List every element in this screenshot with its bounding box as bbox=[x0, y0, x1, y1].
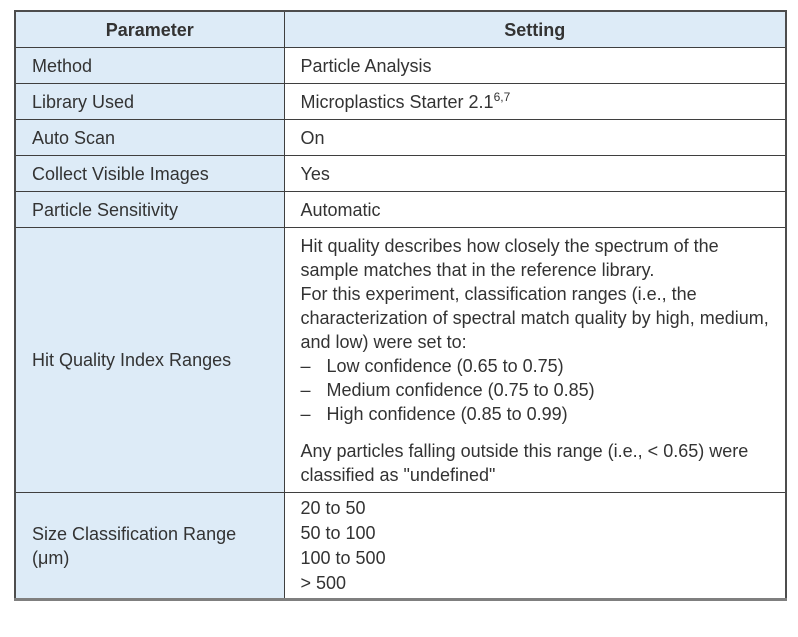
row-auto-scan bbox=[15, 120, 786, 156]
bullet-high-confidence-text: High confidence (0.85 to 0.99) bbox=[326, 403, 568, 424]
bullet-medium-confidence bbox=[301, 378, 770, 402]
size-range-parameter-label: Size Classification Range (μm) bbox=[15, 493, 284, 600]
library-reference-superscript: 6,7 bbox=[493, 89, 511, 104]
size-range-line-4: > 500 bbox=[300, 572, 347, 593]
row-method bbox=[15, 48, 786, 84]
library-parameter-label: Library Used bbox=[15, 84, 284, 120]
row-particle-sensitivity bbox=[15, 192, 786, 228]
bullet-low-confidence bbox=[301, 354, 770, 378]
parameter-header-cell: Parameter bbox=[15, 11, 284, 48]
size-range-line-2: 50 to 100 bbox=[300, 522, 376, 543]
method-setting-value: Particle Analysis bbox=[284, 48, 786, 84]
parameter-settings-table bbox=[14, 10, 787, 601]
hit-quality-intro-paragraph: Hit quality describes how closely the spectrum of the sample matches that in the reference library. bbox=[300, 235, 719, 280]
row-library-used bbox=[15, 84, 786, 120]
library-setting-value bbox=[284, 84, 786, 120]
hit-quality-ranges-paragraph: For this experiment, classification ranges (i.e., the characterization of spectral match quality by high, medium, and low) were set to: bbox=[300, 283, 769, 352]
hit-quality-outside-range-note: Any particles falling outside this range (i.e., < 0.65) were classified as "undefined" bbox=[300, 440, 749, 485]
bullet-dash: – bbox=[300, 403, 311, 424]
auto-scan-setting-value: On bbox=[284, 120, 786, 156]
size-range-line-3: 100 to 500 bbox=[300, 547, 386, 568]
bullet-medium-confidence-text: Medium confidence (0.75 to 0.85) bbox=[326, 379, 595, 400]
setting-header-cell: Setting bbox=[284, 11, 786, 48]
auto-scan-parameter-label: Auto Scan bbox=[15, 120, 284, 156]
bullet-dash: – bbox=[300, 355, 311, 376]
row-hit-quality-index-ranges bbox=[15, 228, 786, 493]
size-range-setting-values bbox=[284, 493, 786, 600]
hit-quality-bullet-list bbox=[301, 354, 770, 426]
row-collect-visible-images bbox=[15, 156, 786, 192]
method-parameter-label: Method bbox=[15, 48, 284, 84]
collect-images-setting-value: Yes bbox=[284, 156, 786, 192]
bullet-high-confidence bbox=[301, 402, 770, 426]
bullet-dash: – bbox=[300, 379, 311, 400]
hit-quality-parameter-label: Hit Quality Index Ranges bbox=[15, 228, 284, 493]
bullet-low-confidence-text: Low confidence (0.65 to 0.75) bbox=[326, 355, 564, 376]
size-range-line-1: 20 to 50 bbox=[300, 497, 366, 518]
library-name-text: Microplastics Starter 2.1 bbox=[300, 91, 494, 112]
row-size-classification-range bbox=[15, 493, 786, 600]
collect-images-parameter-label: Collect Visible Images bbox=[15, 156, 284, 192]
hit-quality-setting-description bbox=[284, 228, 786, 493]
particle-sensitivity-setting-value: Automatic bbox=[284, 192, 786, 228]
header-row bbox=[15, 11, 786, 48]
particle-sensitivity-parameter-label: Particle Sensitivity bbox=[15, 192, 284, 228]
